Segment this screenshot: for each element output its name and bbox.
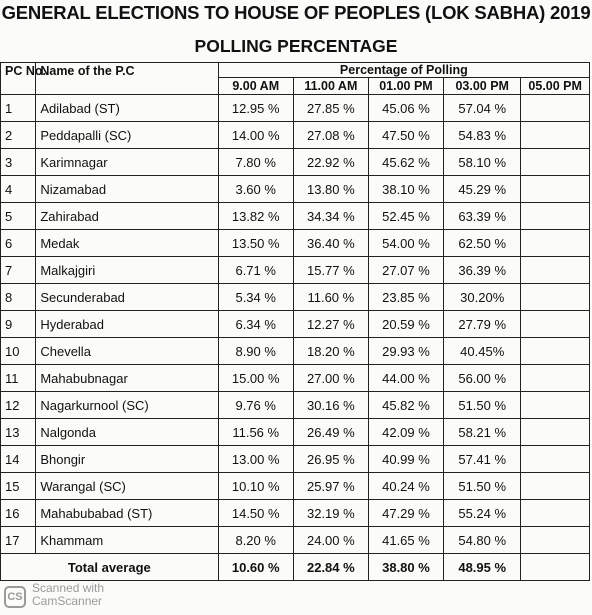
percentage-cell: 57.41 % [444,446,521,473]
camscanner-logo-icon: CS [4,586,26,608]
percentage-cell: 12.27 % [293,311,368,338]
table-row [1,365,590,392]
percentage-cell: 5.34 % [218,284,293,311]
percentage-cell: 41.65 % [368,527,443,554]
percentage-cell: 40.99 % [368,446,443,473]
pc-number-cell: 1 [1,95,36,122]
pc-name-cell: Khammam [36,527,218,554]
table-row [1,257,590,284]
percentage-cell: 30.16 % [293,392,368,419]
header-name: Name of the P.C [36,63,218,95]
percentage-cell: 27.08 % [293,122,368,149]
percentage-cell: 20.59 % [368,311,443,338]
pc-number-cell: 3 [1,149,36,176]
watermark-line: CamScanner [32,594,103,608]
percentage-cell: 6.34 % [218,311,293,338]
pc-number-cell: 17 [1,527,36,554]
pc-name-cell: Karimnagar [36,149,218,176]
percentage-cell: 25.97 % [293,473,368,500]
percentage-cell [521,446,590,473]
percentage-cell: 13.82 % [218,203,293,230]
table-row [1,527,590,554]
percentage-cell: 54.80 % [444,527,521,554]
percentage-cell [521,392,590,419]
pc-name-cell: Nizamabad [36,176,218,203]
percentage-cell: 56.00 % [444,365,521,392]
percentage-cell: 11.60 % [293,284,368,311]
pc-number-cell: 12 [1,392,36,419]
pc-name-cell: Bhongir [36,446,218,473]
pc-name-cell: Mahabubnagar [36,365,218,392]
table-row [1,122,590,149]
percentage-cell [521,230,590,257]
percentage-cell: 7.80 % [218,149,293,176]
table-row [1,500,590,527]
percentage-cell [521,419,590,446]
table-row [1,392,590,419]
pc-number-cell: 11 [1,365,36,392]
percentage-cell: 14.00 % [218,122,293,149]
pc-number-cell: 10 [1,338,36,365]
total-percentage-cell [521,554,590,581]
percentage-cell [521,500,590,527]
page-title: GENERAL ELECTIONS TO HOUSE OF PEOPLES (LOK SABHA) 2019 [1,2,591,23]
pc-number-cell: 5 [1,203,36,230]
percentage-cell [521,365,590,392]
total-label: Total average [1,554,219,581]
percentage-cell: 58.10 % [444,149,521,176]
percentage-cell [521,473,590,500]
table-row [1,446,590,473]
total-row [1,554,590,581]
percentage-cell: 18.20 % [293,338,368,365]
percentage-cell: 23.85 % [368,284,443,311]
percentage-cell [521,95,590,122]
pc-number-cell: 13 [1,419,36,446]
table-row [1,338,590,365]
percentage-cell: 22.92 % [293,149,368,176]
pc-name-cell: Medak [36,230,218,257]
page-subtitle: POLLING PERCENTAGE [194,36,398,56]
pc-name-cell: Hyderabad [36,311,218,338]
percentage-cell [521,176,590,203]
pc-number-cell: 7 [1,257,36,284]
percentage-cell: 10.10 % [218,473,293,500]
pc-number-cell: 16 [1,500,36,527]
percentage-cell: 27.00 % [293,365,368,392]
pc-name-cell: Warangal (SC) [36,473,218,500]
percentage-cell: 45.06 % [368,95,443,122]
pc-name-cell: Zahirabad [36,203,218,230]
percentage-cell: 24.00 % [293,527,368,554]
pc-name-cell: Peddapalli (SC) [36,122,218,149]
percentage-cell: 42.09 % [368,419,443,446]
header-time: 01.00 PM [368,78,443,95]
pc-name-cell: Secunderabad [36,284,218,311]
percentage-cell: 9.76 % [218,392,293,419]
pc-name-cell: Mahabubabad (ST) [36,500,218,527]
percentage-cell: 13.50 % [218,230,293,257]
percentage-cell: 32.19 % [293,500,368,527]
percentage-cell: 27.79 % [444,311,521,338]
percentage-cell: 51.50 % [444,473,521,500]
percentage-cell [521,122,590,149]
percentage-cell: 26.49 % [293,419,368,446]
pc-number-cell: 2 [1,122,36,149]
table-row [1,311,590,338]
percentage-cell: 51.50 % [444,392,521,419]
scanner-watermark [2,580,152,614]
percentage-cell: 27.85 % [293,95,368,122]
percentage-cell [521,149,590,176]
percentage-cell: 26.95 % [293,446,368,473]
watermark-line: Scanned with [32,581,105,595]
percentage-cell: 27.07 % [368,257,443,284]
percentage-cell: 8.20 % [218,527,293,554]
percentage-cell: 44.00 % [368,365,443,392]
percentage-cell [521,284,590,311]
percentage-cell: 11.56 % [218,419,293,446]
total-percentage-cell: 22.84 % [293,554,368,581]
percentage-cell: 57.04 % [444,95,521,122]
table-row [1,95,590,122]
header-pc-no: PC No. [1,63,36,95]
percentage-cell [521,257,590,284]
percentage-cell: 54.83 % [444,122,521,149]
percentage-cell: 45.29 % [444,176,521,203]
percentage-cell [521,311,590,338]
percentage-cell: 63.39 % [444,203,521,230]
percentage-cell: 15.77 % [293,257,368,284]
percentage-cell: 47.29 % [368,500,443,527]
pc-name-cell: Malkajgiri [36,257,218,284]
header-time: 11.00 AM [293,78,368,95]
pc-name-cell: Nalgonda [36,419,218,446]
pc-number-cell: 14 [1,446,36,473]
percentage-cell: 55.24 % [444,500,521,527]
pc-name-cell: Chevella [36,338,218,365]
percentage-cell: 58.21 % [444,419,521,446]
table-row [1,203,590,230]
percentage-cell: 36.39 % [444,257,521,284]
percentage-cell: 13.80 % [293,176,368,203]
percentage-cell: 29.93 % [368,338,443,365]
percentage-cell: 34.34 % [293,203,368,230]
header-time: 03.00 PM [444,78,521,95]
percentage-cell: 54.00 % [368,230,443,257]
table-row [1,284,590,311]
polling-table [0,62,590,581]
percentage-cell: 45.62 % [368,149,443,176]
table-row [1,419,590,446]
pc-number-cell: 15 [1,473,36,500]
pc-name-cell: Nagarkurnool (SC) [36,392,218,419]
percentage-cell: 45.82 % [368,392,443,419]
table-row [1,230,590,257]
percentage-cell: 36.40 % [293,230,368,257]
pc-number-cell: 6 [1,230,36,257]
total-percentage-cell: 48.95 % [444,554,521,581]
total-percentage-cell: 10.60 % [218,554,293,581]
percentage-cell: 13.00 % [218,446,293,473]
table-row [1,176,590,203]
percentage-cell: 40.24 % [368,473,443,500]
percentage-cell: 3.60 % [218,176,293,203]
pc-number-cell: 4 [1,176,36,203]
table-row [1,149,590,176]
percentage-cell: 6.71 % [218,257,293,284]
header-time: 9.00 AM [218,78,293,95]
total-percentage-cell: 38.80 % [368,554,443,581]
pc-number-cell: 9 [1,311,36,338]
percentage-cell [521,203,590,230]
percentage-cell: 62.50 % [444,230,521,257]
percentage-cell [521,527,590,554]
percentage-cell: 15.00 % [218,365,293,392]
percentage-cell: 30.20% [444,284,521,311]
percentage-cell: 40.45% [444,338,521,365]
percentage-cell: 12.95 % [218,95,293,122]
header-time: 05.00 PM [521,78,590,95]
percentage-cell: 14.50 % [218,500,293,527]
pc-number-cell: 8 [1,284,36,311]
header-percentage-group: Percentage of Polling [218,63,589,78]
pc-name-cell: Adilabad (ST) [36,95,218,122]
percentage-cell: 47.50 % [368,122,443,149]
percentage-cell [521,338,590,365]
percentage-cell: 8.90 % [218,338,293,365]
table-row [1,473,590,500]
percentage-cell: 52.45 % [368,203,443,230]
percentage-cell: 38.10 % [368,176,443,203]
